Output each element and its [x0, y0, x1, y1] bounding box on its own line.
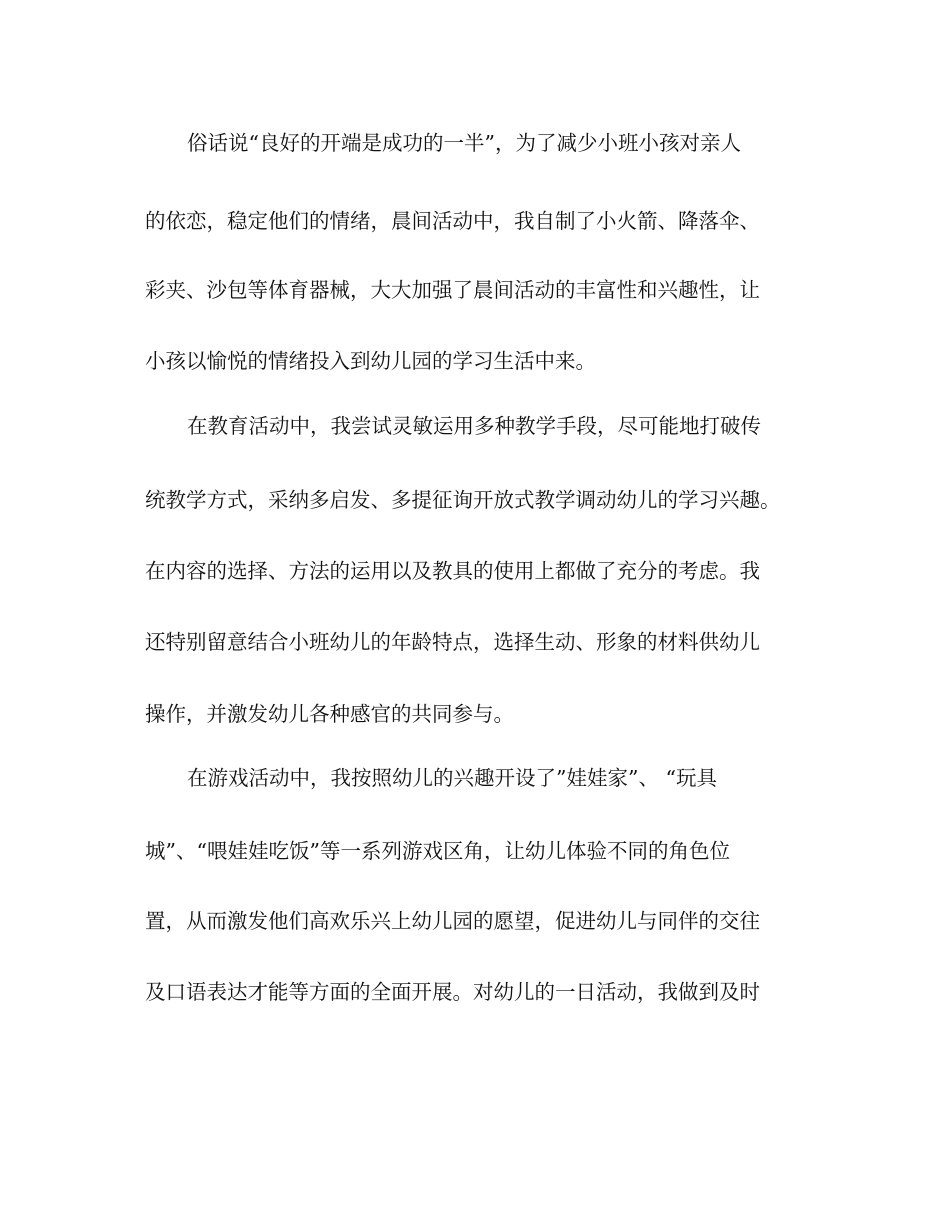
- paragraph-3-line-2: 城”、“喂娃娃吃饭”等一系列游戏区角，让幼儿体验不同的角色位: [145, 839, 730, 863]
- paragraph-2-line-4: 还特别留意结合小班幼儿的年龄特点，选择生动、形象的材料供幼儿: [145, 630, 760, 654]
- paragraph-2-line-3: 在内容的选择、方法的运用以及教具的使用上都做了充分的考虑。我: [145, 559, 760, 583]
- paragraph-1-line-4: 小孩以愉悦的情绪投入到幼儿园的学习生活中来。: [145, 349, 596, 373]
- paragraph-1-line-1: 俗话说“良好的开端是成功的一半”，为了减少小班小孩对亲人: [187, 131, 741, 155]
- paragraph-2-line-2: 统教学方式，采纳多启发、多提征询开放式教学调动幼儿的学习兴趣。: [145, 488, 781, 512]
- paragraph-1-line-2: 的依恋，稳定他们的情绪，晨间活动中，我自制了小火箭、降落伞、: [145, 209, 760, 233]
- paragraph-2-line-1: 在教育活动中，我尝试灵敏运用多种教学手段，尽可能地打破传: [187, 414, 761, 438]
- paragraph-3-line-4: 及口语表达才能等方面的全面开展。对幼儿的一日活动，我做到及时: [145, 980, 760, 1004]
- paragraph-2-line-5: 操作，并激发幼儿各种感官的共同参与。: [145, 702, 514, 726]
- paragraph-1-line-3: 彩夹、沙包等体育器械，大大加强了晨间活动的丰富性和兴趣性，让: [145, 278, 760, 302]
- paragraph-3-line-3: 置，从而激发他们高欢乐兴上幼儿园的愿望，促进幼儿与同伴的交往: [145, 909, 760, 933]
- paragraph-3-line-1: 在游戏活动中，我按照幼儿的兴趣开设了”娃娃家”、 “玩具: [187, 766, 717, 790]
